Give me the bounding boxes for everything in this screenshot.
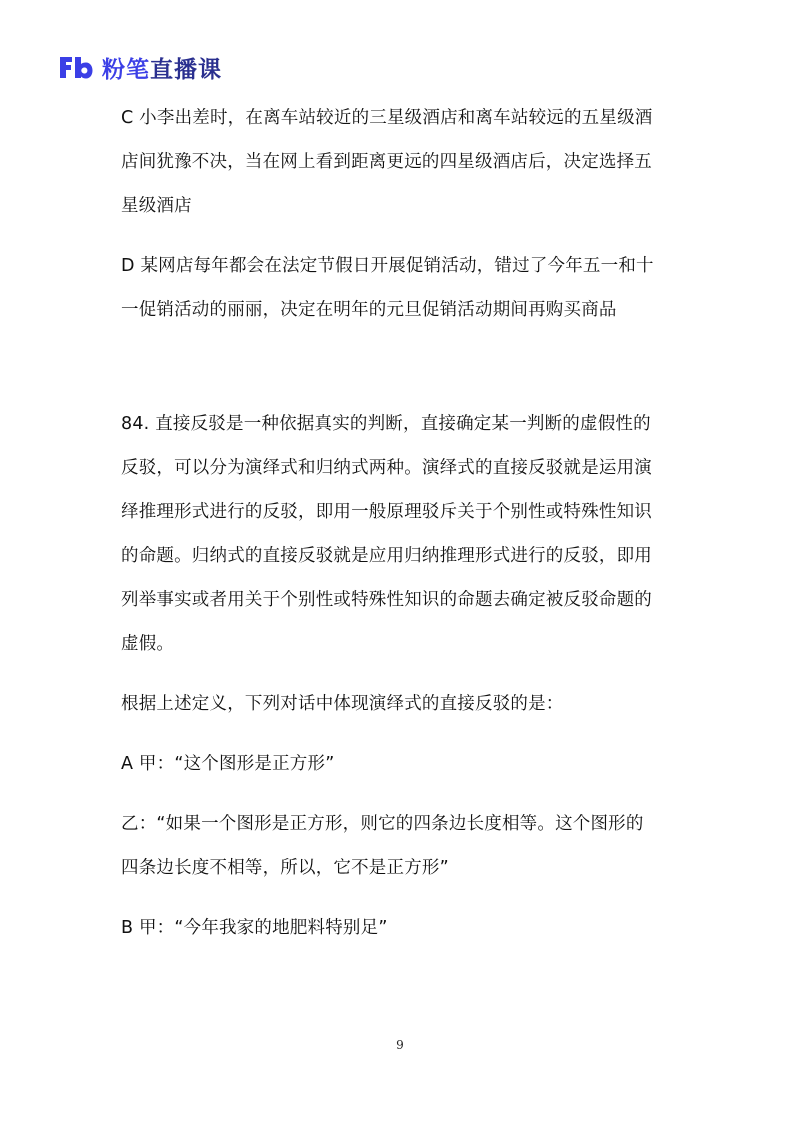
- header: [58, 50, 222, 84]
- question-line: 虚假。: [121, 634, 175, 654]
- document-body: [121, 96, 681, 950]
- option-c-line: 店间犹豫不决，当在网上看到距离更远的四星级酒店后，决定选择五: [121, 152, 652, 172]
- option-d-line: D 某网店每年都会在法定节假日开展促销活动，错过了今年五一和十: [121, 256, 654, 276]
- option-b-jia: B 甲：“今年我家的地肥料特别足”: [121, 918, 388, 938]
- question-line: 84. 直接反驳是一种依据真实的判断，直接确定某一判断的虚假性的: [121, 414, 651, 434]
- question-line: 列举事实或者用关于个别性或特殊性知识的命题去确定被反驳命题的: [121, 590, 652, 610]
- question-prompt: 根据上述定义，下列对话中体现演绎式的直接反驳的是：: [121, 694, 564, 714]
- option-c-line: 星级酒店: [121, 196, 192, 216]
- question-line: 绎推理形式进行的反驳，即用一般原理驳斥关于个别性或特殊性知识: [121, 502, 652, 522]
- option-c: [121, 96, 681, 228]
- question-84: [121, 402, 681, 666]
- option-a-jia: A 甲：“这个图形是正方形”: [121, 754, 335, 774]
- question-line: 反驳，可以分为演绎式和归纳式两种。演绎式的直接反驳就是运用演: [121, 458, 652, 478]
- option-a-yi-line: 乙：“如果一个图形是正方形，则它的四条边长度相等。这个图形的: [121, 814, 644, 834]
- fenbi-logo-icon: [58, 53, 94, 81]
- page-number: 9: [396, 1038, 404, 1052]
- option-d: [121, 244, 681, 332]
- question-line: 的命题。归纳式的直接反驳就是应用归纳推理形式进行的反驳，即用: [121, 546, 652, 566]
- option-a-yi: [121, 802, 681, 890]
- option-c-line: C 小李出差时，在离车站较近的三星级酒店和离车站较远的五星级酒: [121, 108, 653, 128]
- brand-subtitle: 直播课: [150, 56, 222, 83]
- option-d-line: 一促销活动的丽丽，决定在明年的元旦促销活动期间再购买商品: [121, 300, 617, 320]
- option-a-yi-line: 四条边长度不相等，所以，它不是正方形”: [121, 858, 449, 878]
- brand-name: 粉笔: [102, 56, 150, 83]
